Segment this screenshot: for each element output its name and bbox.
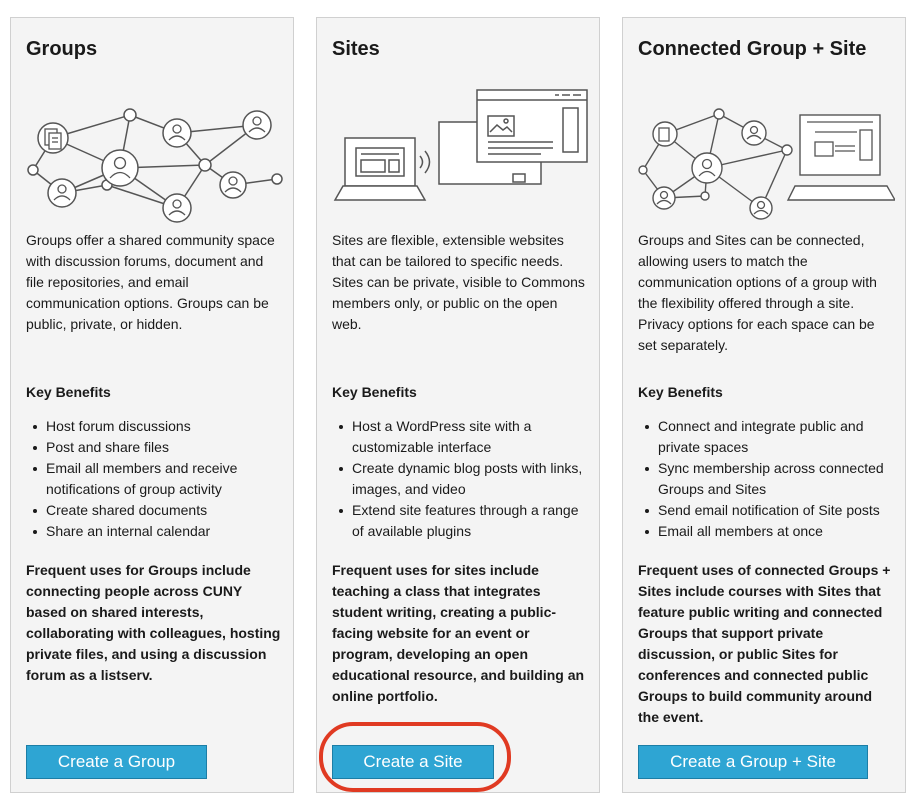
key-benefits-heading: Key Benefits (26, 384, 111, 400)
card-title: Groups (26, 38, 98, 60)
groups-card (10, 17, 294, 793)
list-item: Host a WordPress site with a customizable interface (332, 416, 590, 458)
list-item: Create dynamic blog posts with links, images, and video (332, 458, 590, 500)
key-benefits-heading: Key Benefits (638, 384, 723, 400)
sites-card (316, 17, 600, 793)
create-site-button[interactable]: Create a Site (332, 745, 494, 779)
network-with-laptop-icon (637, 88, 895, 228)
card-description: Groups and Sites can be connected, allowing users to match the communication options of a group with the flexibility offered through a site. Privacy options for each space can be set separately. (638, 232, 877, 353)
create-group-button[interactable]: Create a Group (26, 745, 207, 779)
list-item: Host forum discussions (26, 416, 284, 437)
list-item: Send email notification of Site posts (638, 500, 896, 521)
connected-card (622, 17, 906, 793)
key-benefits-list (332, 416, 590, 542)
network-people-icon (25, 88, 283, 228)
key-benefits-list (638, 416, 896, 542)
websites-devices-icon (331, 88, 589, 228)
create-group-site-button[interactable]: Create a Group + Site (638, 745, 868, 779)
frequent-uses-text: Frequent uses of connected Groups + Sites include courses with Sites that feature public writing and connected Groups that support private discussion, or public Sites for conferences and connected public Groups to build community around the event. (638, 562, 891, 725)
card-description: Sites are flexible, extensible websites that can be tailored to specific needs. Sites can be private, visible to Commons members only, or public on the open web. (332, 232, 585, 332)
list-item: Share an internal calendar (26, 521, 284, 542)
list-item: Extend site features through a range of available plugins (332, 500, 590, 542)
key-benefits-list (26, 416, 284, 542)
list-item: Email all members at once (638, 521, 896, 542)
list-item: Email all members and receive notifications of group activity (26, 458, 284, 500)
card-description: Groups offer a shared community space with discussion forums, document and file repositories, and email communication options. Groups can be public, private, or hidden. (26, 232, 275, 332)
frequent-uses-text: Frequent uses for sites include teaching a class that integrates student writing, creating a public-facing website for an event or program, developing an open educational resource, and building an online portfolio. (332, 562, 585, 704)
key-benefits-heading: Key Benefits (332, 384, 417, 400)
list-item: Connect and integrate public and private spaces (638, 416, 896, 458)
list-item: Sync membership across connected Groups and Sites (638, 458, 896, 500)
frequent-uses-text: Frequent uses for Groups include connecting people across CUNY based on shared interests, collaborating with colleagues, hosting private files, and using a discussion forum as a listserv. (26, 562, 281, 683)
list-item: Create shared documents (26, 500, 284, 521)
list-item: Post and share files (26, 437, 284, 458)
card-title: Sites (332, 38, 380, 60)
card-title: Connected Group + Site (638, 38, 867, 60)
